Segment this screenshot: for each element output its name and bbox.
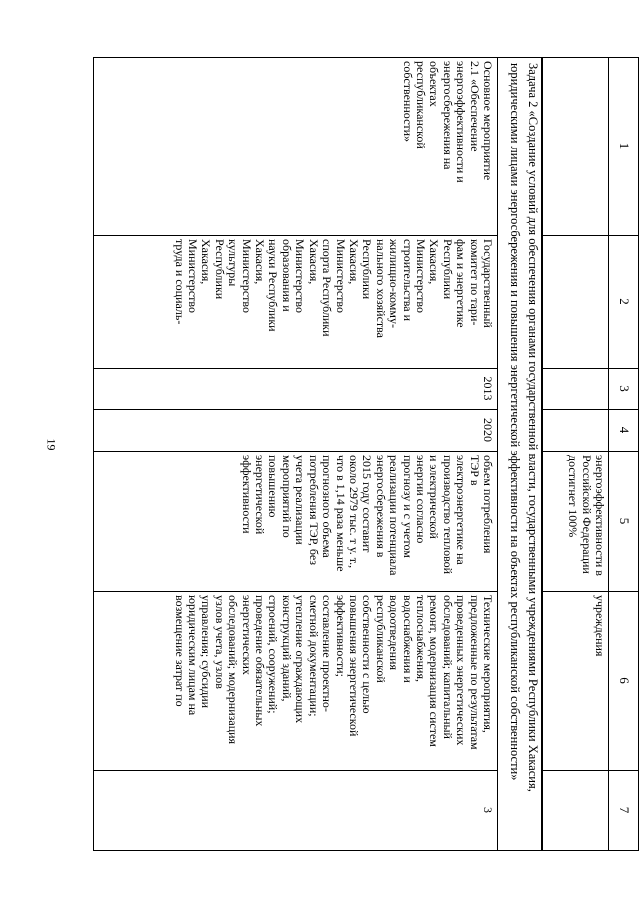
measure-expected-result: объем потребления ТЭР в электроэнергетике на производство тепловой и электрической энергии согласно прогнозу и с учетом реализации потенциала энергосбережения в 2015 году составит около 2979 тыс. т у. т., что в 1,14 раза меньше прогнозного объема потребления ТЭР, без учета реализации мероприятий по повышению энергетической эффективности <box>239 455 495 576</box>
task-heading-line-2: юридическими лицами энергосбережения и повышения энергетической эффективности на объектах республиканской собственности» <box>508 63 522 781</box>
measure-executors: Государственный комитет по тари- фам и энергетике Республики Хакасия, Министерство строительства и жилищно-комму- нального хозяйства Республики Хакасия, Министерство спорта Республики Хакасия, Министерство образования и науки Республики Хакасия, Министерство культуры Республики Хакасия, Министерство труда и социаль- <box>172 239 495 338</box>
header-row-border <box>542 57 543 851</box>
col-border-2-lower <box>93 368 498 369</box>
measure-start-year: 2013 <box>481 376 495 401</box>
table-bottom-border <box>93 57 94 851</box>
col-border-1-lower <box>93 235 498 236</box>
column-header-3: 3 <box>617 385 632 392</box>
column-header-1: 1 <box>617 142 632 150</box>
continuation-col5: энергоэффективности в Российской Федерации достигнет 100% <box>566 455 607 576</box>
col-border-6-lower <box>93 770 498 771</box>
col-border-3-lower <box>93 409 498 410</box>
column-header-7: 7 <box>617 806 632 814</box>
column-header-5: 5 <box>617 517 632 525</box>
col-border-5-lower <box>93 591 498 592</box>
col-border-7 <box>93 850 639 851</box>
measure-indicator-ref: 3 <box>481 807 495 813</box>
task-heading <box>498 63 542 845</box>
table <box>93 57 639 851</box>
col-border-0 <box>93 57 639 58</box>
measure-title: Основное мероприятие 2.1 «Обеспечение энергоэффективности и энергосбережения на объектах республиканской собственности» <box>400 61 495 183</box>
task-heading-line-1: Задача 2 «Создание условий для обеспечения органами государственной власти, государственными учреждениями Республики Хакасия, <box>526 63 540 792</box>
col-border-4-lower <box>93 451 498 452</box>
measure-end-year: 2020 <box>481 418 495 442</box>
measure-activities: Технические мероприятия, предложенные по результатам проведенных энергетических обследований; капитальный ремонт, модернизация систем теплоснабжения, водоснабжения и водоотведения республиканской собственности с целью повышения энергетической эффективности; составление проектно- сметной документации; утепление ограждающих конструкций зданий, строений, сооружений; проведение обязательных энергетических обследований; модернизация узлов учета, узлов управления; субсидии юридическим лицам на возмещение затрат по <box>172 595 495 750</box>
column-header-4: 4 <box>617 426 632 434</box>
rotated-page <box>93 57 639 851</box>
continuation-col6: учреждения <box>593 595 607 657</box>
page-number: 19 <box>44 438 59 451</box>
column-header-2: 2 <box>617 298 632 305</box>
header-number-border <box>608 57 609 851</box>
column-header-6: 6 <box>617 677 632 684</box>
